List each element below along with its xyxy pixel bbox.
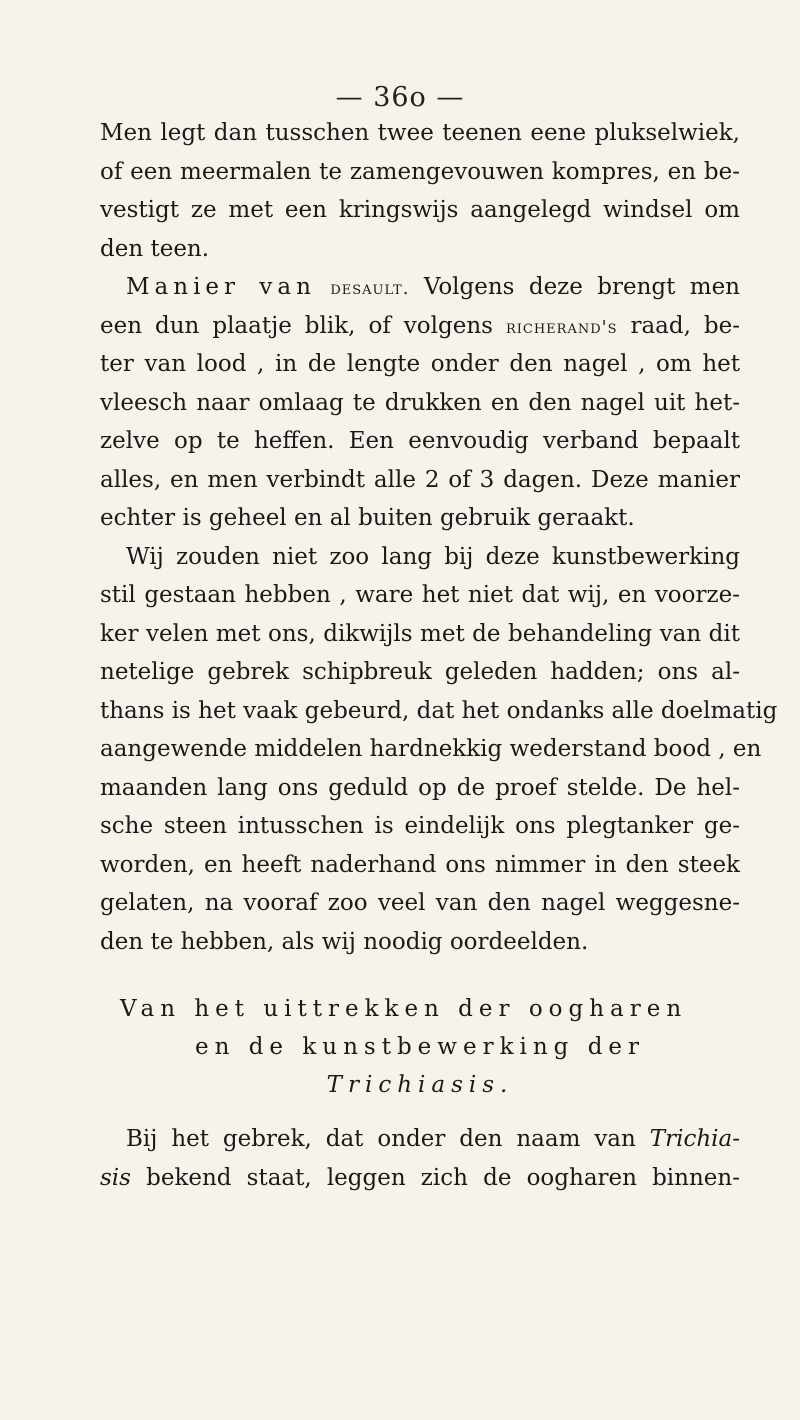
text-line: sche steen intusschen is eindelijk ons plegtanker ge- bbox=[100, 813, 740, 839]
text-line: den teen. bbox=[100, 235, 210, 262]
text-span: een dun plaatje blik, of volgens bbox=[100, 312, 506, 339]
author-name: richerand's bbox=[505, 316, 618, 338]
text-line bbox=[100, 268, 740, 307]
text-line: ker velen met ons, dikwijls met de behandeling van dit bbox=[100, 620, 740, 647]
body-text bbox=[100, 114, 778, 961]
text-line: Men legt dan tusschen twee teenen eene plukselwiek, bbox=[100, 120, 740, 146]
text-line bbox=[100, 1159, 740, 1198]
section-heading-line: Van het uittrekken der oogharen bbox=[120, 996, 688, 1022]
text-span: bekend staat, leggen zich de oogharen binnen- bbox=[130, 1164, 740, 1191]
text-line: vestigt ze met een kringswijs aangelegd windsel om bbox=[100, 197, 740, 223]
page-number: — 36o — bbox=[335, 82, 465, 113]
text-line: stil gestaan hebben , ware het niet dat wij, en voorze- bbox=[100, 582, 740, 608]
section-heading-title: Trichiasis. bbox=[326, 1072, 514, 1098]
text-line: alles, en men verbindt alle 2 of 3 dagen. Deze manier bbox=[100, 466, 740, 493]
text-line: maanden lang ons geduld op de proef stelde. De hel- bbox=[100, 774, 740, 801]
text-line: den te hebben, als wij noodig oordeelden. bbox=[100, 928, 589, 955]
text-span: Bij het gebrek, dat onder den naam van bbox=[126, 1126, 650, 1152]
author-name: desault. bbox=[330, 278, 410, 299]
text-line bbox=[100, 1120, 740, 1159]
section-lead: Manier van bbox=[126, 274, 316, 300]
text-line: of een meermalen te zamengevouwen kompres, en be- bbox=[100, 158, 740, 185]
text-span: Volgens deze brengt men bbox=[409, 274, 740, 300]
text-line: vleesch naar omlaag te drukken en den nagel uit het- bbox=[100, 389, 740, 416]
term-italic: sis bbox=[100, 1164, 131, 1191]
body-text-continued bbox=[100, 1120, 740, 1197]
text-line: thans is het vaak gebeurd, dat het ondanks alle doelmatig bbox=[100, 697, 778, 724]
text-span: raad, be- bbox=[617, 312, 741, 339]
text-line: echter is geheel en al buiten gebruik geraakt. bbox=[100, 505, 635, 531]
text-line: aangewende middelen hardnekkig wederstand bood , en bbox=[100, 736, 762, 762]
text-line: Wij zouden niet zoo lang bij deze kunstbewerking bbox=[126, 543, 740, 570]
text-line: gelaten, na vooraf zoo veel van den nagel weggesne- bbox=[100, 890, 740, 916]
section-heading-line: en de kunstbewerking der bbox=[194, 1034, 646, 1060]
term-italic: Trichia- bbox=[649, 1126, 740, 1152]
text-line: ter van lood , in de lengte onder den nagel , om het bbox=[100, 351, 740, 377]
text-line bbox=[100, 307, 740, 346]
text-line: zelve op te heffen. Een eenvoudig verband bepaalt bbox=[100, 428, 740, 454]
text-line: worden, en heeft naderhand ons nimmer in den steek bbox=[100, 851, 740, 878]
text-line: netelige gebrek schipbreuk geleden hadden; ons al- bbox=[100, 659, 740, 685]
